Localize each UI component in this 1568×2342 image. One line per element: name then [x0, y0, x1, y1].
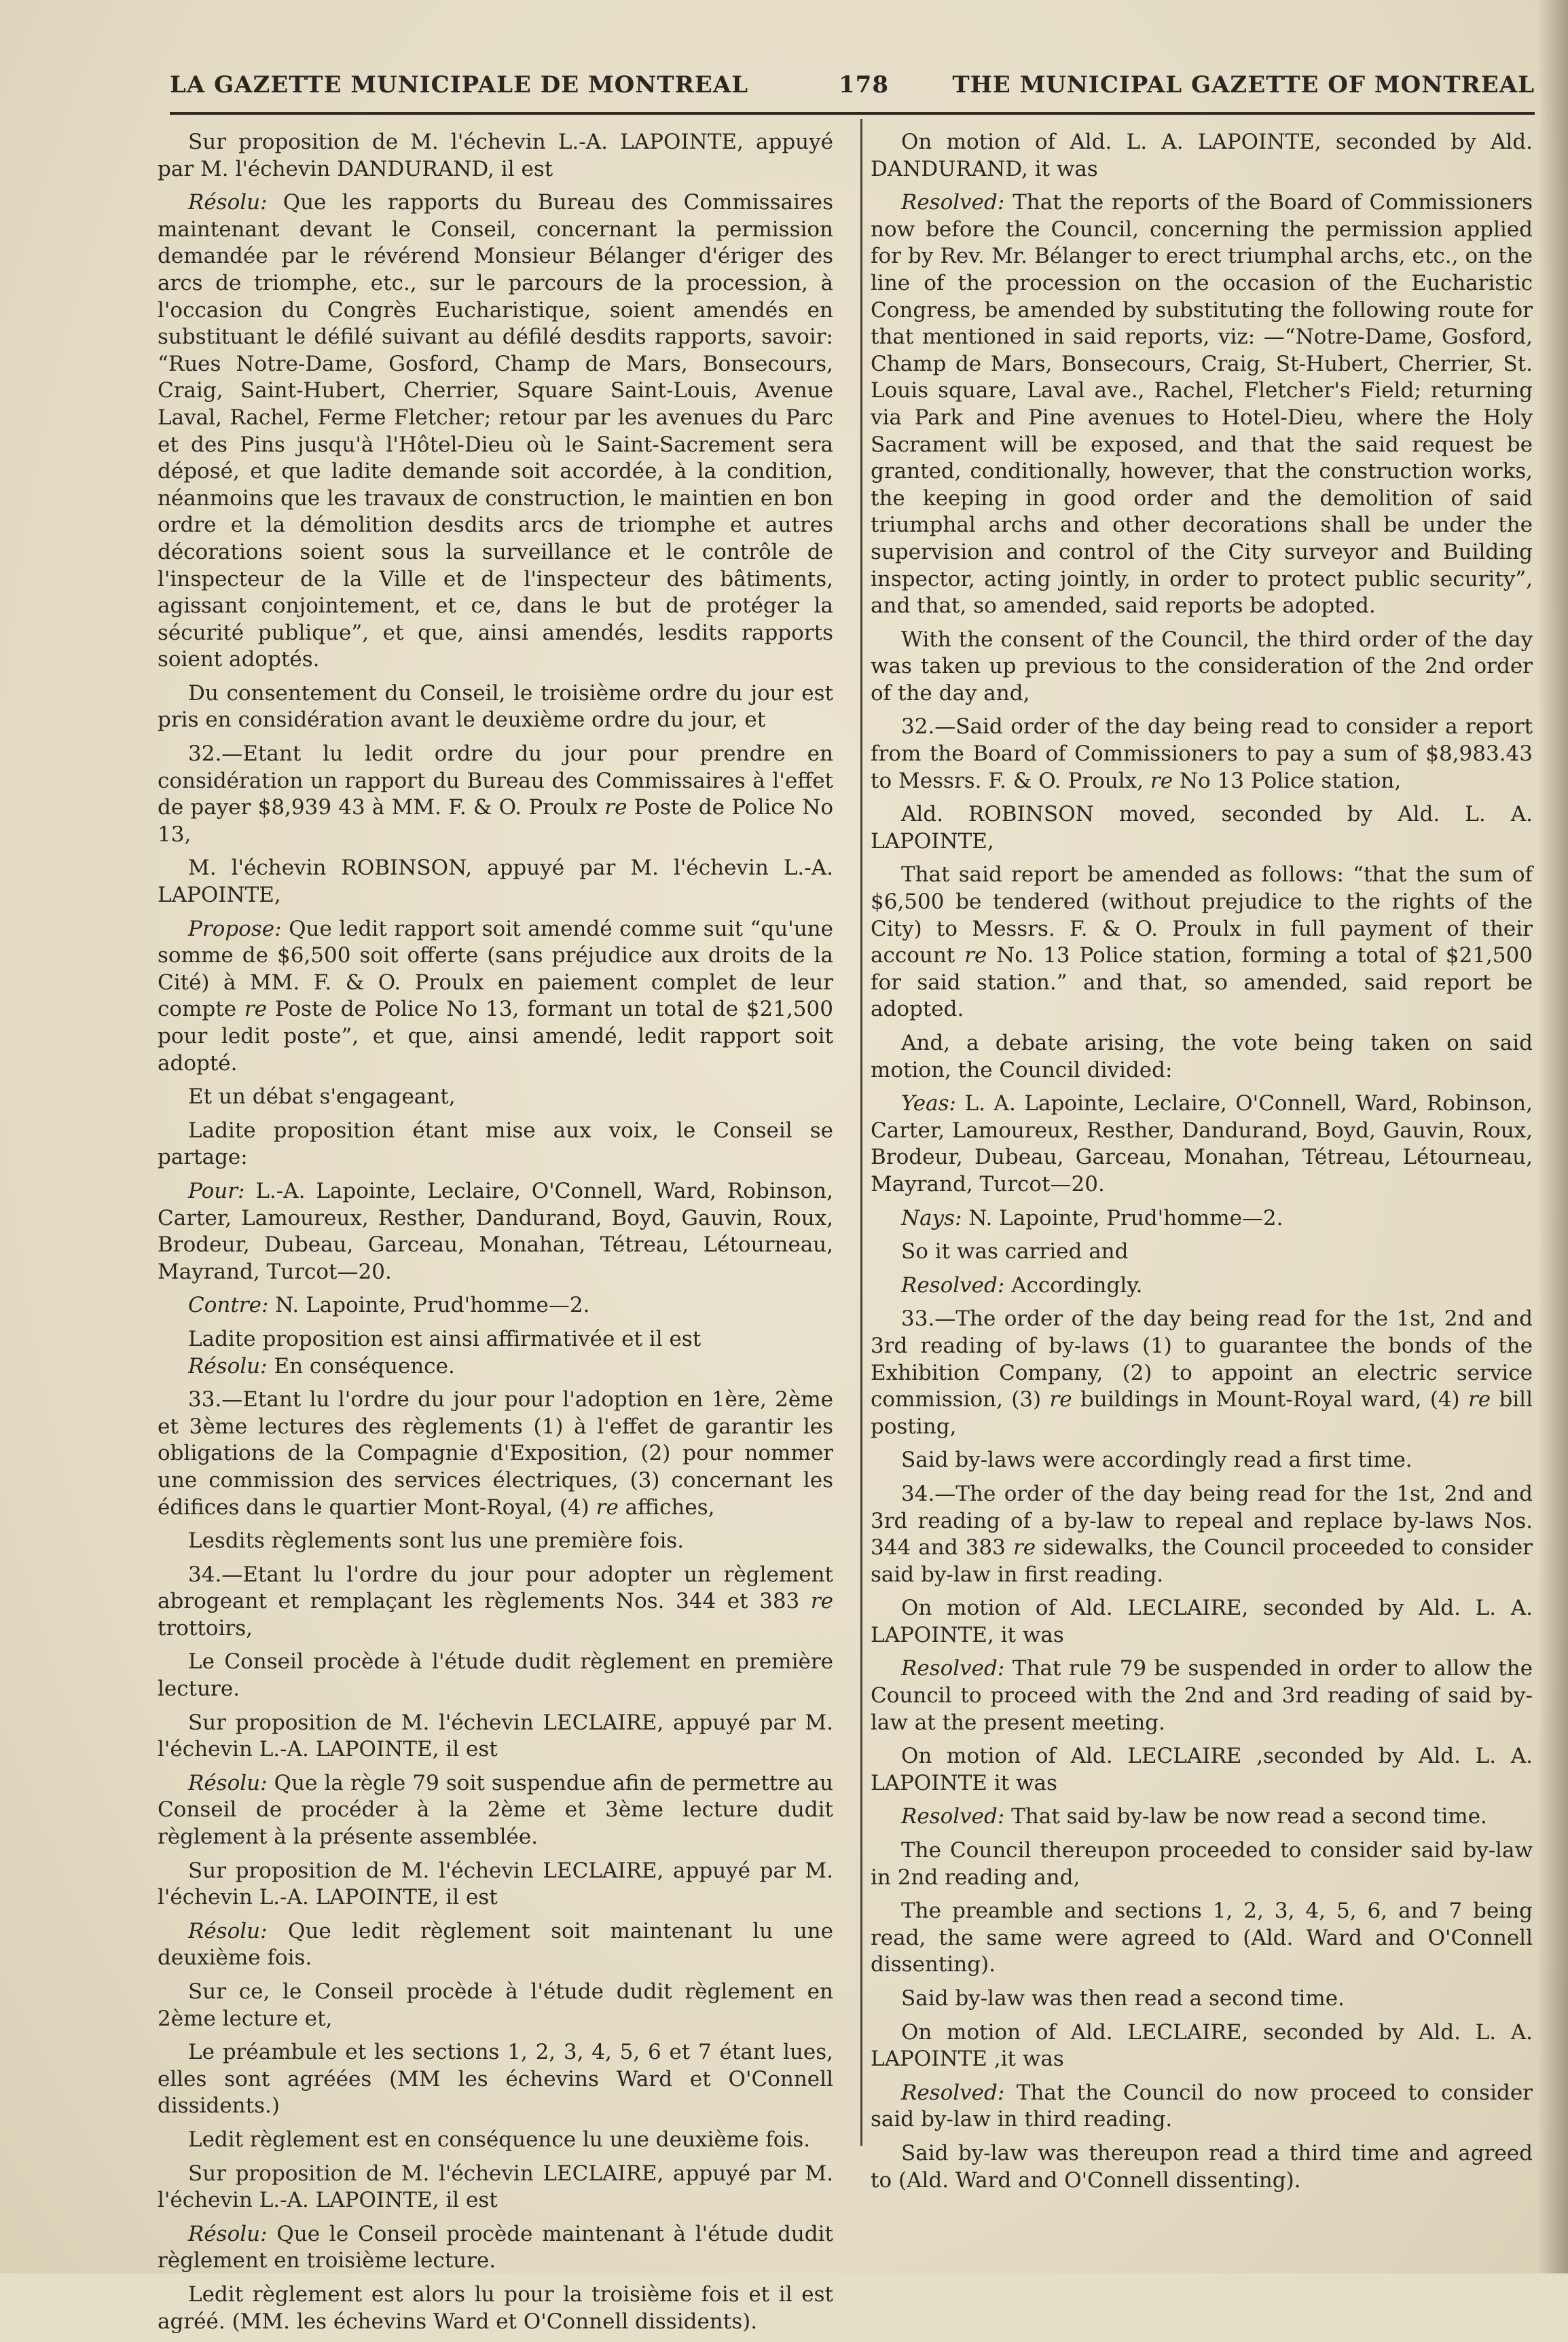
paragraph-text: On motion of Ald. LECLAIRE, seconded by Ald. L. A. LAPOINTE, it was	[871, 1596, 1533, 1647]
paragraph-text: bill posting,	[871, 1387, 1533, 1439]
paragraph-label: Resolved:	[901, 1656, 1005, 1681]
paragraph	[158, 1084, 833, 1111]
paragraph	[871, 129, 1533, 183]
paragraph-label: Resolved:	[901, 1273, 1005, 1298]
paragraph-text: 32.—Etant lu ledit ordre du jour pour prendre en considération un rapport du Bureau des Commissaires à l'effet de payer $8,939 43 à MM. F. & O. Proulx	[158, 742, 833, 820]
paragraph-text: Lesdits règlements sont lus une première fois.	[188, 1529, 685, 1554]
paragraph	[871, 1306, 1533, 1440]
paragraph-label: Pour:	[188, 1178, 245, 1203]
paragraph-text: 33.—The order of the day being read for the 1st, 2nd and 3rd reading of by-laws (1) to guarantee the bonds of the Exhibition Company, (2) to appoint an electric service commission, (3)	[871, 1306, 1533, 1412]
paragraph	[158, 741, 833, 848]
paragraph	[158, 189, 833, 674]
paragraph-text: Du consentement du Conseil, le troisième ordre du jour est pris en considération avant le deuxième ordre du jour, et	[158, 680, 833, 733]
paragraph-italic: re	[1467, 1387, 1491, 1412]
paragraph	[871, 1091, 1533, 1198]
paragraph	[158, 1979, 833, 2032]
english-column	[871, 129, 1533, 2201]
paragraph-text: Said by-laws were accordingly read a first time.	[901, 1448, 1412, 1473]
paragraph-text: L.-A. Lapointe, Leclaire, O'Connell, Ward, Robinson, Carter, Lamoureux, Resther, Dandurand, Boyd, Gauvin, Roux, Brodeur, Dubeau, Garceau, Monahan, Tétreau, Létourneau, Mayrand, Turcot—20.	[158, 1178, 833, 1284]
paragraph	[158, 1858, 833, 1911]
paragraph-text: 32.—Said order of the day being read to consider a report from the Board of Commissioners to pay a sum of $8,983.43 to Messrs. F. & O. Proulx,	[871, 714, 1533, 793]
paragraph-label: Contre:	[188, 1293, 269, 1318]
paragraph-text: buildings in Mount-Royal ward, (4)	[1072, 1387, 1468, 1412]
paragraph	[158, 916, 833, 1078]
paragraph-label: Résolu:	[188, 2221, 268, 2246]
paragraph-text: That the reports of the Board of Commissioners now before the Council, concerning the permission applied for by Rev. Mr. Bélanger to erect triumphal archs, etc., on the line of the procession on the occasion of the Eucharistic Congress, be amended by substituting the following route for that mentioned in said reports, viz: —“Notre-Dame, Gosford, Champ de Mars, Bonsecours, Craig, St-Hubert, Cherrier, St. Louis square, Laval ave., Rachel, Fletcher's Field; returning via Park and Pine avenues to Hotel-Dieu, where the Holy Sacrament will be exposed, and that the said request be granted, conditionally, however, that the construction works, the keeping in good order and the demolition of said triumphal archs and other decorations shall be under the supervision and control of the City surveyor and Building inspector, acting jointly, in order to protect public security”, and that, so amended, said reports be adopted.	[871, 190, 1533, 619]
paragraph-label: Résolu:	[188, 190, 268, 215]
paragraph-text: N. Lapointe, Prud'homme—2.	[962, 1205, 1283, 1230]
header-english-title: THE MUNICIPAL GAZETTE OF MONTREAL	[952, 71, 1535, 98]
paragraph	[158, 2127, 833, 2154]
paragraph-text: The preamble and sections 1, 2, 3, 4, 5, 6, and 7 being read, the same were agreed to (Ald. Ward and O'Connell dissenting).	[871, 1899, 1533, 1977]
paragraph	[158, 1326, 833, 1380]
paragraph	[158, 1770, 833, 1851]
paragraph-text: That the Council do now proceed to consider said by-law in third reading.	[871, 2080, 1533, 2132]
paragraph	[871, 189, 1533, 620]
paragraph	[871, 1655, 1533, 1736]
paragraph-text: With the consent of the Council, the third order of the day was taken up previous to the consideration of the 2nd order of the day and,	[871, 627, 1533, 706]
paragraph-text: Sur proposition de M. l'échevin L.-A. LAPOINTE, appuyé par M. l'échevin DANDURAND, il est	[158, 130, 833, 181]
paragraph-text: And, a debate arising, the vote being taken on said motion, the Council divided:	[871, 1031, 1533, 1082]
paragraph-text: 34.—The order of the day being read for the 1st, 2nd and 3rd reading of a by-law to repeal and replace by-laws Nos. 344 and 383	[871, 1481, 1533, 1560]
paragraph-text: Que les rapports du Bureau des Commissaires maintenant devant le Conseil, concernant la permission demandée par le révérend Monsieur Bélanger d'ériger des arcs de triomphe, etc., sur le parcours de la procession, à l'occasion du Congrès Eucharistique, soient amendés en substituant le défilé suivant au défilé desdits rapports, savoir: “Rues Notre-Dame, Gosford, Champ de Mars, Bonsecours, Craig, Saint-Hubert, Cherrier, Square Saint-Louis, Avenue Laval, Rachel, Ferme Fletcher; retour par les avenues du Parc et des Pins jusqu'à l'Hôtel-Dieu où le Saint-Sacrement sera déposé, et que ladite demande soit accordée, à la condition, néanmoins que les travaux de construction, le maintien en bon ordre et la démolition desdits arcs de triomphe et autres décorations soient sous la surveillance et le contrôle de l'inspecteur de la Ville et de l'inspecteur des bâtiments, agissant conjointement, et ce, dans le but de protéger la sécurité publique”, et que, ainsi amendés, lesdits rapports soient adoptés.	[158, 190, 833, 672]
paragraph	[158, 2039, 833, 2120]
paragraph-text: Ledit règlement est en conséquence lu une deuxième fois.	[188, 2127, 811, 2152]
paragraph-text: Said by-law was thereupon read a third time and agreed to (Ald. Ward and O'Connell dissenting).	[871, 2140, 1533, 2193]
paragraph	[158, 1528, 833, 1555]
paragraph-text: Sur proposition de M. l'échevin LECLAIRE, appuyé par M. l'échevin L.-A. LAPOINTE, il est	[158, 1858, 833, 1910]
paragraph	[158, 1387, 833, 1521]
paragraph-text: No 13 Police station,	[1173, 768, 1402, 793]
paragraph	[871, 2019, 1533, 2073]
paragraph	[871, 2140, 1533, 2194]
paragraph	[871, 862, 1533, 1023]
paragraph	[871, 801, 1533, 855]
paragraph-text: M. l'échevin ROBINSON, appuyé par M. l'échevin L.-A. LAPOINTE,	[158, 856, 833, 908]
paragraph-label: Résolu:	[188, 1353, 268, 1378]
paragraph-text: Que le Conseil procède maintenant à l'étude dudit règlement en troisième lecture.	[158, 2221, 833, 2273]
paragraph	[158, 1562, 833, 1643]
paragraph-text: That said by-law be now read a second time.	[1004, 1804, 1487, 1829]
paragraph-text: Poste de Police No 13,	[158, 795, 833, 847]
paragraph-text: Sur ce, le Conseil procède à l'étude dudit règlement en 2ème lecture et,	[158, 1979, 833, 2031]
paragraph-text: En conséquence.	[267, 1353, 455, 1378]
paragraph-text: L. A. Lapointe, Leclaire, O'Connell, Ward, Robinson, Carter, Lamoureux, Resther, Dandurand, Boyd, Gauvin, Roux, Brodeur, Dubeau, Garceau, Monahan, Tétreau, Létourneau, Mayrand, Turcot—20.	[871, 1091, 1533, 1196]
paragraph-text: On motion of Ald. LECLAIRE, seconded by Ald. L. A. LAPOINTE ,it was	[871, 2019, 1533, 2072]
paragraph-text: Que ledit rapport soit amendé comme suit “qu'une somme de $6,500 soit offerte (sans préjudice aux droits de la Cité) à MM. F. & O. Proulx en paiement complet de leur compte	[158, 916, 833, 1022]
paragraph	[871, 1239, 1533, 1266]
paragraph	[871, 1743, 1533, 1797]
paragraph-label: Resolved:	[901, 1804, 1005, 1829]
paragraph-text: Poste de Police No 13, formant un total de $21,500 pour ledit poste”, et que, ainsi amendé, ledit rapport soit adopté.	[158, 997, 833, 1076]
paragraph	[871, 2080, 1533, 2134]
paragraph	[158, 2161, 833, 2214]
paragraph-text: On motion of Ald. LECLAIRE ,seconded by Ald. L. A. LAPOINTE it was	[871, 1744, 1533, 1795]
page-number: 178	[839, 71, 889, 98]
paragraph-italic: re	[1150, 768, 1173, 793]
paragraph	[871, 1898, 1533, 1979]
paragraph	[871, 1986, 1533, 2013]
paragraph-text: Et un débat s'engageant,	[188, 1084, 456, 1110]
paragraph-text: Le préambule et les sections 1, 2, 3, 4, 5, 6 et 7 étant lues, elles sont agréées (MM les échevins Ward et O'Connell dissidents.)	[158, 2040, 833, 2119]
paragraph-text: On motion of Ald. L. A. LAPOINTE, seconded by Ald. DANDURAND, it was	[871, 130, 1533, 181]
paragraph-text: So it was carried and	[901, 1239, 1129, 1264]
paragraph	[871, 1804, 1533, 1831]
paragraph	[871, 1837, 1533, 1891]
paragraph	[158, 1918, 833, 1972]
paragraph-text: trottoirs,	[158, 1615, 253, 1641]
paragraph	[158, 1710, 833, 1763]
paragraph-italic: re	[604, 795, 627, 820]
paragraph-text: Ladite proposition étant mise aux voix, le Conseil se partage:	[158, 1118, 833, 1170]
paragraph	[158, 680, 833, 734]
paragraph-text: Ladite proposition est ainsi affirmativée et il est	[188, 1326, 701, 1351]
paragraph-text: That said report be amended as follows: “that the sum of $6,500 be tendered (without prejudice to the rights of the City) to Messrs. F. & O. Proulx in full payment of their account	[871, 862, 1533, 968]
paragraph-label: Yeas:	[901, 1091, 956, 1116]
page-edge-shadow	[1537, 0, 1568, 2273]
paragraph-label: Propose:	[188, 916, 282, 941]
paragraph-italic: re	[244, 997, 268, 1022]
resolution-line	[158, 1353, 833, 1380]
paragraph-text: Que la règle 79 soit suspendue afin de permettre au Conseil de procéder à la 2ème et 3ème lecture dudit règlement à la présente assemblée.	[158, 1770, 833, 1850]
paragraph-italic: re	[810, 1589, 833, 1614]
paragraph	[871, 1447, 1533, 1474]
page-header	[170, 65, 1535, 112]
paragraph-label: Nays:	[901, 1205, 962, 1230]
paragraph-text: 33.—Etant lu l'ordre du jour pour l'adoption en 1ère, 2ème et 3ème lectures des règlements (1) à l'effet de garantir les obligations de la Compagnie d'Exposition, (2) pour nommer une commission des services électriques, (3) concernant les édifices dans le quartier Mont-Royal, (4)	[158, 1387, 833, 1520]
paragraph	[158, 2282, 833, 2335]
french-column	[158, 129, 833, 2342]
paragraph-text: 34.—Etant lu l'ordre du jour pour adopter un règlement abrogeant et remplaçant les règlements Nos. 344 et 383	[158, 1562, 833, 1614]
paragraph	[871, 1030, 1533, 1084]
paragraph-text: Said by-law was then read a second time.	[901, 1986, 1345, 2011]
paragraph	[158, 129, 833, 183]
paragraph-italic: re	[1013, 1535, 1036, 1560]
paragraph-label: Resolved:	[901, 190, 1005, 215]
paragraph	[871, 1595, 1533, 1649]
paragraph	[158, 1292, 833, 1319]
paragraph-text: The Council thereupon proceeded to consider said by-law in 2nd reading and,	[871, 1838, 1533, 1890]
paragraph	[871, 714, 1533, 794]
paragraph-text: Le Conseil procède à l'étude dudit règlement en première lecture.	[158, 1649, 833, 1702]
paragraph	[871, 1273, 1533, 1300]
header-french-title: LA GAZETTE MUNICIPALE DE MONTREAL	[170, 71, 749, 98]
paragraph	[158, 1118, 833, 1171]
paragraph-label: Résolu:	[188, 1918, 268, 1943]
paragraph-text: Que ledit règlement soit maintenant lu une deuxième fois.	[158, 1918, 833, 1971]
paragraph-italic: re	[964, 943, 987, 968]
paragraph-text: affiches,	[618, 1495, 715, 1520]
paragraph	[158, 2221, 833, 2275]
paragraph	[158, 1178, 833, 1285]
paragraph	[871, 1481, 1533, 1588]
paragraph-text: No. 13 Police station, forming a total of $21,500 for said station.” and that, so amended, said report be adopted.	[871, 943, 1533, 1022]
paragraph-label: Resolved:	[901, 2080, 1005, 2105]
paragraph-text: sidewalks, the Council proceeded to consider said by-law in first reading.	[871, 1535, 1533, 1587]
paragraph-text: Sur proposition de M. l'échevin LECLAIRE, appuyé par M. l'échevin L.-A. LAPOINTE, il est	[158, 1710, 833, 1762]
paragraph-italic: re	[1049, 1387, 1072, 1412]
paragraph-text: N. Lapointe, Prud'homme—2.	[268, 1293, 590, 1318]
paragraph-text: Ledit règlement est alors lu pour la troisième fois et il est agréé. (MM. les échevins Ward et O'Connell dissidents).	[158, 2282, 833, 2334]
paragraph-label: Résolu:	[188, 1770, 268, 1795]
paragraph-text: Ald. ROBINSON moved, seconded by Ald. L. A. LAPOINTE,	[871, 802, 1533, 854]
paragraph	[871, 627, 1533, 708]
paragraph-text: Sur proposition de M. l'échevin LECLAIRE, appuyé par M. l'échevin L.-A. LAPOINTE, il est	[158, 2161, 833, 2213]
paragraph-text: That rule 79 be suspended in order to allow the Council to proceed with the 2nd and 3rd reading of said by-law at the present meeting.	[871, 1656, 1533, 1735]
paragraph-text: Accordingly.	[1004, 1273, 1143, 1298]
header-rule	[170, 112, 1535, 115]
paragraph-italic: re	[596, 1495, 619, 1520]
column-divider	[860, 119, 862, 2146]
paragraph	[158, 855, 833, 909]
paragraph	[158, 1649, 833, 1702]
paragraph	[871, 1205, 1533, 1232]
